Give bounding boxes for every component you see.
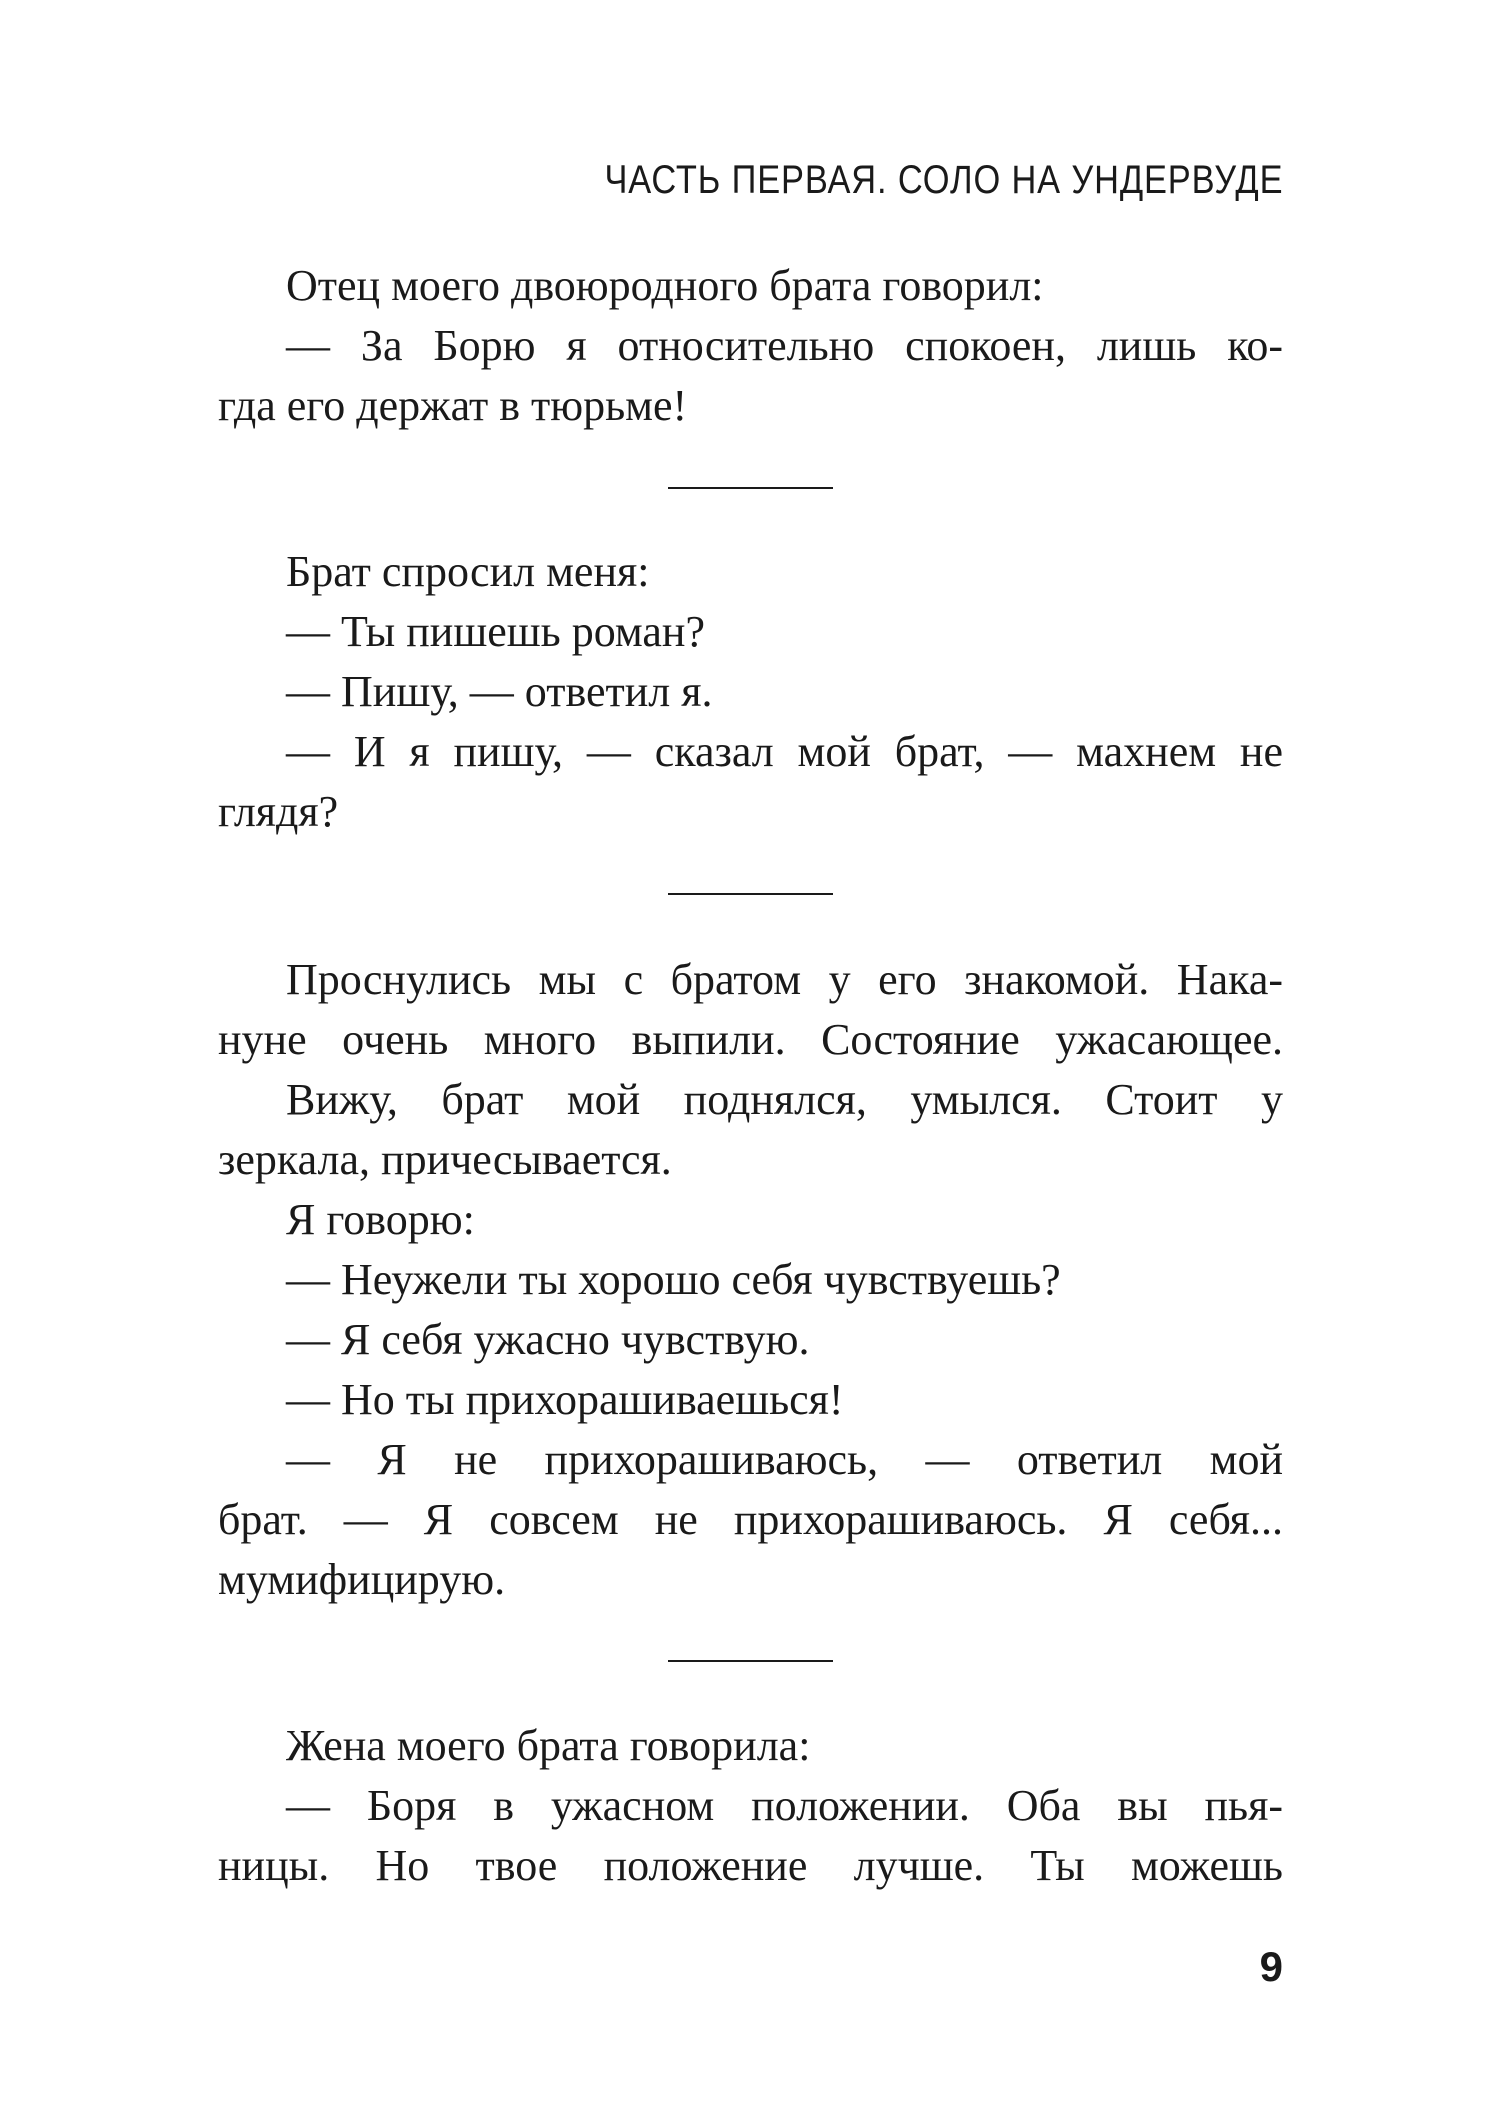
book-page (218, 0, 1283, 2113)
text-line: мумифицирую. (218, 1555, 506, 1604)
text-line: зеркала, причесывается. (218, 1135, 672, 1184)
text-line: нуне очень много выпили. Состояние ужасающее. (218, 1015, 1283, 1064)
text-line: — Пишу, — ответил я. (286, 667, 713, 716)
section-separator (668, 893, 833, 895)
text-line: ницы. Но твое положение лучше. Ты можешь (218, 1841, 1283, 1890)
text-line: Проснулись мы с братом у его знакомой. Нака- (286, 955, 1283, 1004)
page-number: 9 (1259, 1943, 1283, 1990)
section-separator (668, 487, 833, 489)
text-line: гда его держат в тюрьме! (218, 381, 688, 430)
text-line: брат. — Я совсем не прихорашиваюсь. Я себя... (218, 1495, 1283, 1544)
text-line: — Неужели ты хорошо себя чувствуешь? (286, 1255, 1061, 1304)
text-line: — За Борю я относительно спокоен, лишь ко- (286, 321, 1283, 370)
text-line: — Боря в ужасном положении. Оба вы пья- (286, 1781, 1283, 1830)
text-line: Я говорю: (286, 1195, 475, 1244)
text-line: — И я пишу, — сказал мой брат, — махнем не (286, 727, 1283, 776)
text-line: Вижу, брат мой поднялся, умылся. Стоит у (286, 1075, 1283, 1124)
section-separator (668, 1660, 833, 1662)
text-line: Брат спросил меня: (286, 547, 650, 596)
text-line: глядя? (218, 787, 339, 836)
text-line: Отец моего двоюродного брата говорил: (286, 261, 1044, 310)
text-line: — Но ты прихорашиваешься! (286, 1375, 844, 1424)
text-line: — Я себя ужасно чувствую. (286, 1315, 810, 1364)
running-head: ЧАСТЬ ПЕРВАЯ. СОЛО НА УНДЕРВУДЕ (604, 158, 1283, 202)
text-line: — Я не прихорашиваюсь, — ответил мой (286, 1435, 1283, 1484)
text-line: — Ты пишешь роман? (286, 607, 706, 656)
text-line: Жена моего брата говорила: (286, 1721, 811, 1770)
